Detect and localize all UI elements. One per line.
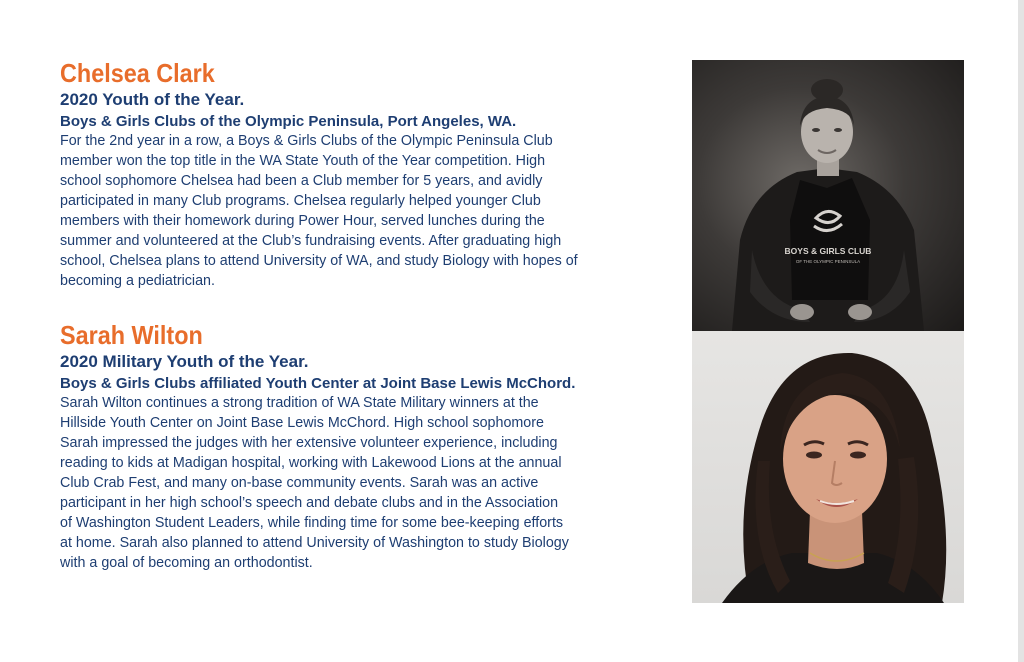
shirt-text: BOYS & GIRLS CLUB — [784, 246, 872, 256]
profile-award: 2020 Military Youth of the Year. — [60, 352, 309, 371]
bio-line: participated in many Club programs. Chelsea regularly helped younger Club — [60, 193, 541, 209]
profile-name: Sarah Wilton — [60, 320, 203, 350]
portrait-photo-sarah — [692, 331, 964, 603]
profile-bio — [60, 393, 670, 573]
bio-line: school sophomore Chelsea had been a Club member for 5 years, and avidly — [60, 173, 543, 189]
portrait-illustration — [692, 60, 964, 331]
page-edge — [1018, 0, 1024, 662]
bio-line: at home. Sarah also planned to attend University of Washington to study Biology — [60, 535, 569, 551]
profile-name: Chelsea Clark — [60, 58, 215, 88]
bio-line: Sarah Wilton continues a strong tradition of WA State Military winners at the — [60, 395, 539, 411]
bio-line: summer and volunteered at the Club’s fundraising events. After graduating high — [60, 233, 562, 249]
bio-line: participant in her high school’s speech and debate clubs and in the Association — [60, 495, 559, 511]
profile-organization: Boys & Girls Clubs of the Olympic Peninsula, Port Angeles, WA. — [60, 113, 517, 130]
bio-line: becoming a pediatrician. — [60, 273, 215, 289]
profile-chelsea-clark — [60, 58, 670, 291]
bio-line: of Washington Student Leaders, while finding time for some bee-keeping efforts — [60, 515, 564, 531]
bio-line: with a goal of becoming an orthodontist. — [60, 555, 313, 571]
shirt-subtext: OF THE OLYMPIC PENINSULA — [795, 259, 861, 264]
bio-line: members with their homework during Power Hour, served lunches during the — [60, 213, 545, 229]
profile-organization: Boys & Girls Clubs affiliated Youth Center at Joint Base Lewis McChord. — [60, 375, 576, 392]
bio-line: For the 2nd year in a row, a Boys & Girls Clubs of the Olympic Peninsula Club — [60, 133, 553, 149]
portrait-illustration — [692, 331, 964, 603]
profile-sarah-wilton — [60, 320, 670, 573]
bio-line: Hillside Youth Center on Joint Base Lewis McChord. High school sophomore — [60, 415, 544, 431]
profile-bio — [60, 131, 670, 291]
bio-line: Sarah impressed the judges with her extensive volunteer experience, including — [60, 435, 558, 451]
portrait-photo-chelsea — [692, 60, 964, 331]
bio-line: reading to kids at Madigan hospital, working with Lakewood Lions at the annual — [60, 455, 562, 471]
profile-award: 2020 Youth of the Year. — [60, 90, 245, 109]
bio-line: member won the top title in the WA State Youth of the Year competition. High — [60, 153, 546, 169]
bio-line: Club Crab Fest, and many on-base community events. Sarah was an active — [60, 475, 539, 491]
bio-line: school, Chelsea plans to attend University of WA, and study Biology with hopes of — [60, 253, 578, 269]
